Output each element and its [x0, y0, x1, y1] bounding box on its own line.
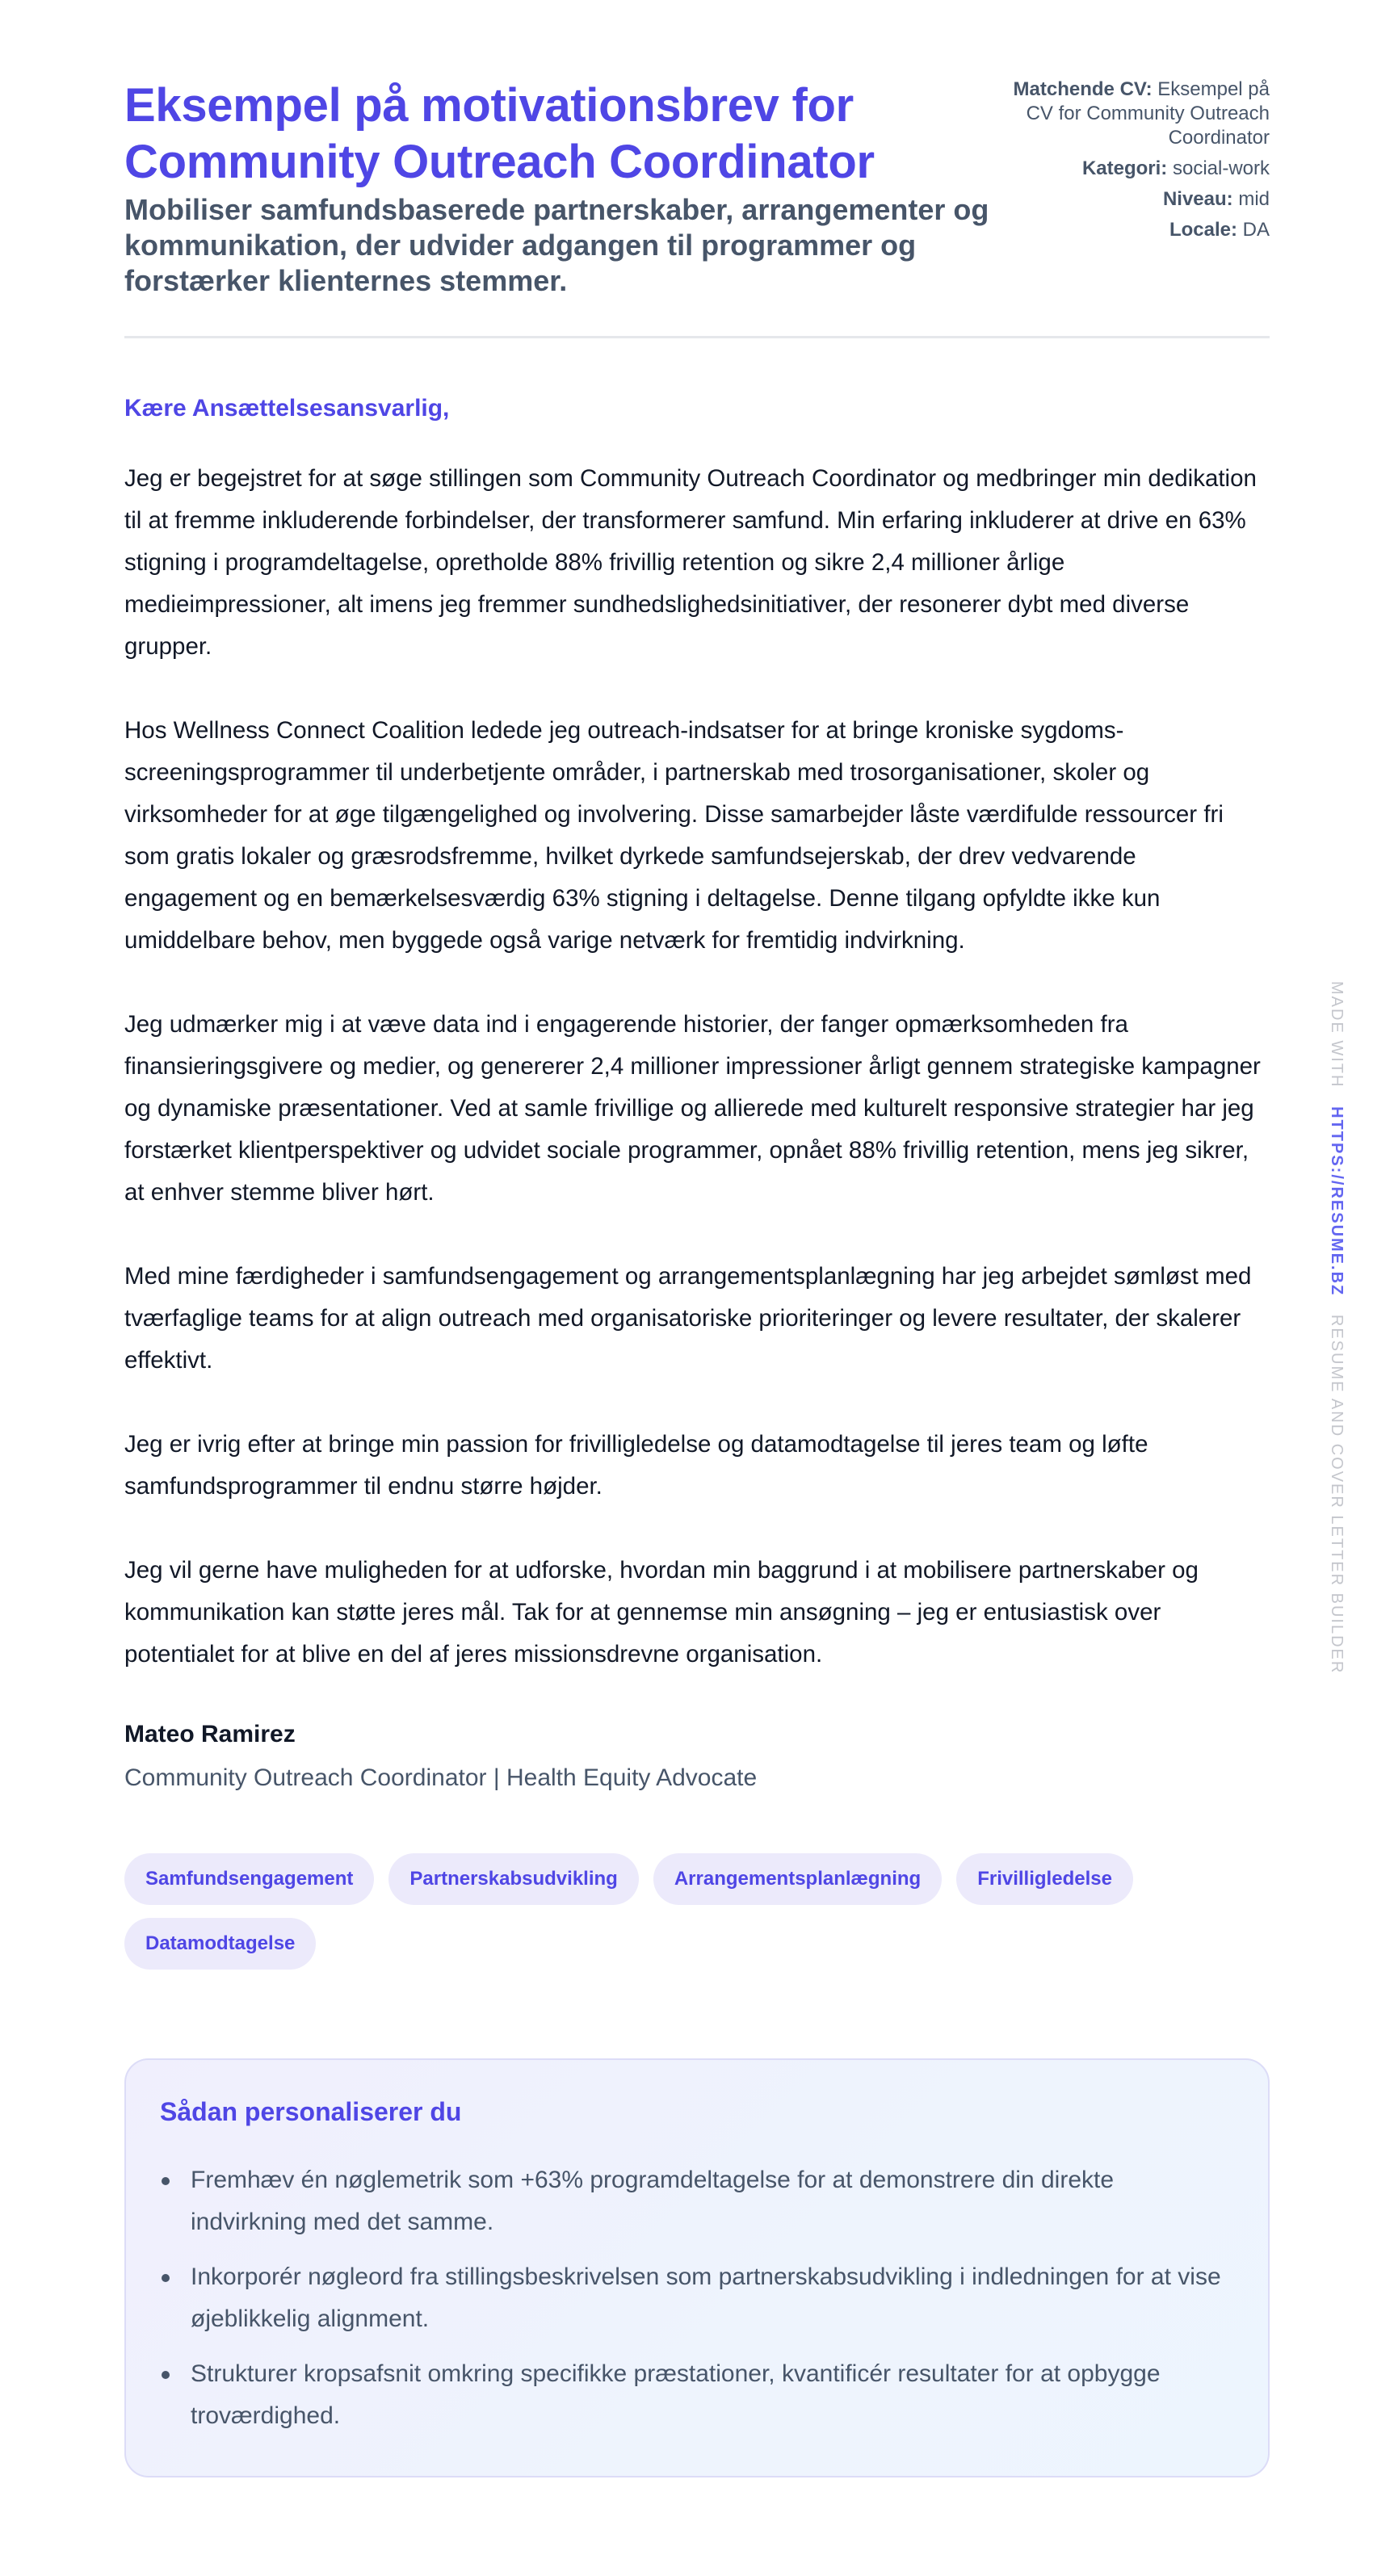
- metadata-panel: [1003, 78, 1270, 249]
- skill-tag: Arrangementsplanlægning: [653, 1853, 942, 1905]
- signature-title: Community Outreach Coordinator | Health Equity Advocate: [124, 1764, 758, 1791]
- letter-paragraph: Med mine færdigheder i samfundsengagement og arrangementsplanlægning har jeg arbejdet sømløst med tværfaglige teams for at align outreach med organisatoriske prioriteringer og levere resultater, der skalerer effektivt.: [124, 1263, 1252, 1374]
- meta-category: [1003, 157, 1270, 181]
- letter-paragraph: Jeg er begejstret for at søge stillingen som Community Outreach Coordinator og medbringer min dedikation til at fremme inkluderende forbindelser, der transformerer samfund. Min erfaring inkluderer at drive en 63% stigning i programdeltagelse, opretholde 88% frivillig retention og sikre 2,4 millioner årlige medieimpressioner, alt imens jeg fremmer sundhedslighedsinitiativer, der resonerer dybt med diverse grupper.: [124, 465, 1257, 660]
- meta-key: Kategori:: [1081, 157, 1168, 179]
- skill-tags: [124, 1853, 1174, 1970]
- meta-matching-cv: [1003, 78, 1270, 150]
- tips-title: Sådan personaliserer du: [160, 2097, 462, 2126]
- meta-level: [1003, 187, 1270, 212]
- letter-paragraph: Hos Wellness Connect Coalition ledede jeg outreach-indsatser for at bringe kroniske sygdoms-screeningsprogrammer til underbetjente områder, i partnerskab med trosorganisationer, skoler og virksomheder for at øge tilgængelighed og involvering. Disse samarbejder låste værdifulde ressourcer fri som gratis lokaler og græsrodsfremme, hvilket dyrkede samfundsejerskab, der drev vedvarende engagement og en bemærkelsesværdig 63% stigning i deltagelse. Denne tilgang opfyldte ikke kun umiddelbare behov, men byggede også varige netværk for fremtidig indvirkning.: [124, 717, 1224, 954]
- meta-key: Matchende CV:: [1013, 78, 1153, 100]
- meta-value: social-work: [1172, 157, 1270, 179]
- skill-tag: Samfundsengagement: [124, 1853, 374, 1905]
- header-title-block: [124, 78, 997, 299]
- tips-list: [160, 2159, 1234, 2437]
- salutation: Kære Ansættelsesansvarlig,: [124, 395, 450, 422]
- meta-key: Locale:: [1169, 219, 1237, 241]
- meta-value: Eksempel på CV for Community Outreach Coordinator: [1026, 78, 1270, 149]
- page-title: Eksempel på motivationsbrev for Community Outreach Coordinator: [124, 79, 875, 188]
- tip-text: Fremhæv én nøglemetrik som +63% programdeltagelse for at demonstrere din direkte indvirkning med det samme.: [191, 2167, 1115, 2235]
- skill-tag: Frivilligledelse: [956, 1853, 1133, 1905]
- tip-text: Inkorporér nøgleord fra stillingsbeskrivelsen som partnerskabsudvikling i indledningen for at vise øjeblikkelig alignment.: [191, 2263, 1221, 2332]
- skill-tag: Partnerskabsudvikling: [388, 1853, 638, 1905]
- letter-paragraph: Jeg er ivrig efter at bringe min passion for frivilligledelse og datamodtagelse til jeres team og løfte samfundsprogrammer til endnu større højder.: [124, 1431, 1148, 1500]
- signature-block: [124, 1721, 1270, 1792]
- tip-item: [160, 2256, 1234, 2340]
- signature-name: Mateo Ramirez: [124, 1721, 296, 1747]
- meta-value: mid: [1238, 188, 1270, 210]
- meta-locale: [1003, 218, 1270, 242]
- meta-key: Niveau:: [1162, 188, 1233, 210]
- meta-value: DA: [1242, 219, 1270, 241]
- credit-suffix: RESUME AND COVER LETTER BUILDER: [1328, 1314, 1346, 1675]
- bullet-icon: [162, 2177, 170, 2185]
- letter-body: [124, 458, 1270, 1676]
- bullet-icon: [162, 2274, 170, 2282]
- personalization-tips-card: [124, 2058, 1270, 2477]
- skill-tag: Datamodtagelse: [124, 1918, 316, 1970]
- tip-item: [160, 2353, 1234, 2437]
- page-subtitle: Mobiliser samfundsbaserede partnerskaber, arrangementer og kommunikation, der udvider adgangen til programmer og forstærker klienternes stemmer.: [124, 193, 989, 297]
- tip-text: Strukturer kropsafsnit omkring specifikke præstationer, kvantificér resultater for at opbygge troværdighed.: [191, 2360, 1161, 2429]
- side-credit: [1325, 981, 1349, 1674]
- bullet-icon: [162, 2371, 170, 2379]
- credit-prefix: MADE WITH: [1328, 981, 1346, 1089]
- tip-item: [160, 2159, 1234, 2243]
- letter-paragraph: Jeg vil gerne have muligheden for at udforske, hvordan min baggrund i at mobilisere partnerskaber og kommunikation kan støtte jeres mål. Tak for at gennemse min ansøgning – jeg er entusiastisk over potentialet for at blive en del af jeres missionsdrevne organisation.: [124, 1557, 1199, 1668]
- page-header: [124, 78, 1270, 338]
- letter-paragraph: Jeg udmærker mig i at væve data ind i engagerende historier, der fanger opmærksomheden fra finansieringsgivere og medier, og genererer 2,4 millioner impressioner årligt gennem strategiske kampagner og dynamiske præsentationer. Ved at samle frivillige og allierede med kulturelt responsive strategier har jeg forstærket klientperspektiver og udvidet sociale programmer, opnået 88% frivillig retention, mens jeg sikrer, at enhver stemme bliver hørt.: [124, 1011, 1261, 1206]
- credit-link[interactable]: HTTPS://RESUME.BZ: [1328, 1106, 1346, 1297]
